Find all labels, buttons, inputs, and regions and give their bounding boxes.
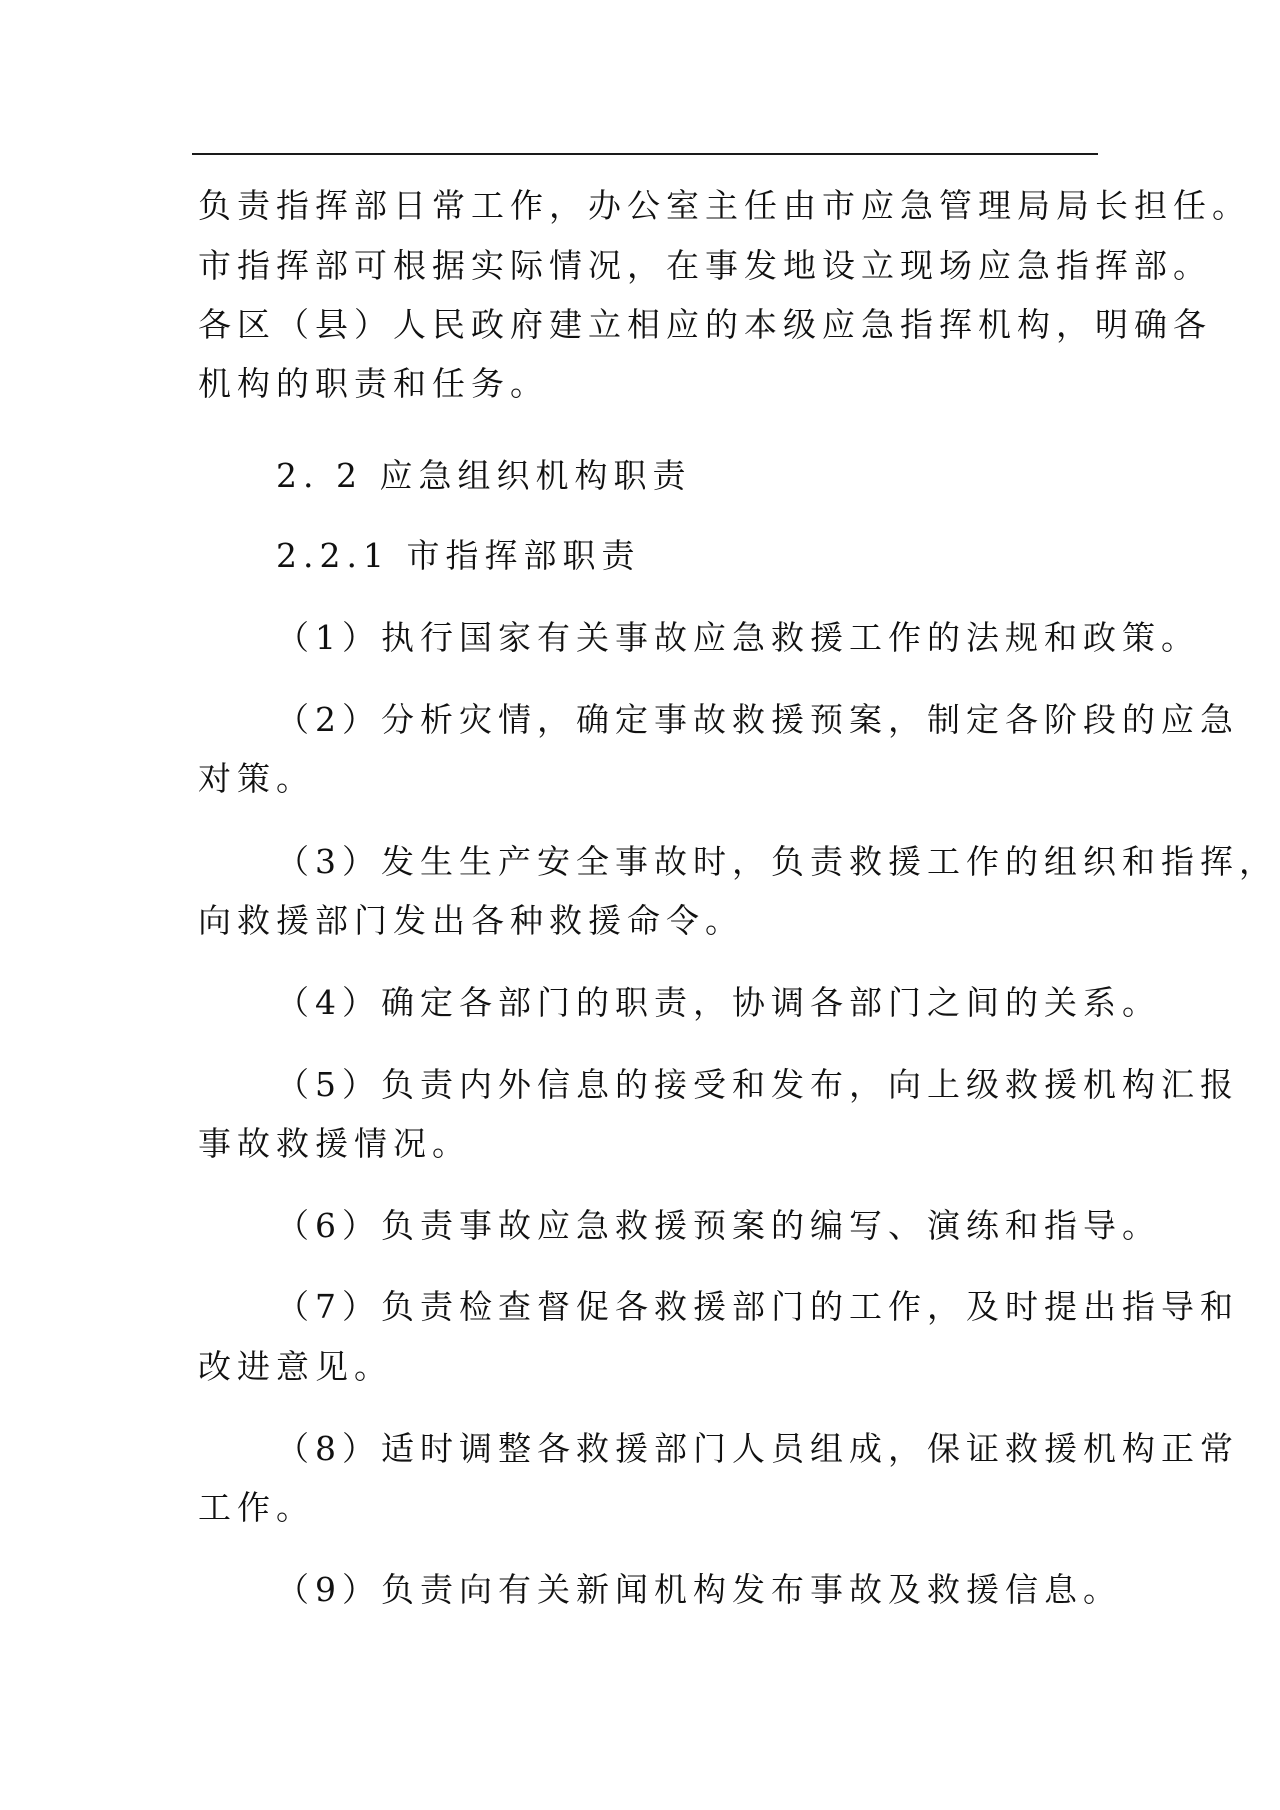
header-rule (192, 153, 1098, 155)
subsection-heading: 2.2.1 市指挥部职责 (276, 536, 641, 575)
section-heading: 2. 2 应急组织机构职责 (276, 456, 692, 495)
item-2-line-1: （2）分析灾情，确定事故救援预案，制定各阶段的应急 (276, 700, 1239, 739)
intro-line-2: 市指挥部可根据实际情况，在事发地设立现场应急指挥部。 (198, 246, 1212, 285)
item-9-line-1: （9）负责向有关新闻机构发布事故及救援信息。 (276, 1570, 1122, 1609)
item-7-line-1: （7）负责检查督促各救援部门的工作，及时提出指导和 (276, 1287, 1239, 1326)
intro-line-3: 各区（县）人民政府建立相应的本级应急指挥机构，明确各 (198, 305, 1212, 344)
item-3-line-1: （3）发生生产安全事故时，负责救援工作的组织和指挥， (276, 842, 1278, 881)
item-5-line-2: 事故救援情况。 (198, 1124, 471, 1163)
intro-line-4: 机构的职责和任务。 (198, 364, 549, 403)
item-3-line-2: 向救援部门发出各种救援命令。 (198, 901, 744, 940)
item-5-line-1: （5）负责内外信息的接受和发布，向上级救援机构汇报 (276, 1065, 1239, 1104)
item-7-line-2: 改进意见。 (198, 1347, 393, 1386)
intro-line-1: 负责指挥部日常工作，办公室主任由市应急管理局局长担任。 (198, 186, 1251, 225)
item-1-line-1: （1）执行国家有关事故应急救援工作的法规和政策。 (276, 618, 1200, 657)
item-6-line-1: （6）负责事故应急救援预案的编写、演练和指导。 (276, 1206, 1161, 1245)
item-2-line-2: 对策。 (198, 759, 315, 798)
item-8-line-2: 工作。 (198, 1488, 315, 1527)
item-8-line-1: （8）适时调整各救援部门人员组成，保证救援机构正常 (276, 1429, 1239, 1468)
item-4-line-1: （4）确定各部门的职责，协调各部门之间的关系。 (276, 983, 1161, 1022)
